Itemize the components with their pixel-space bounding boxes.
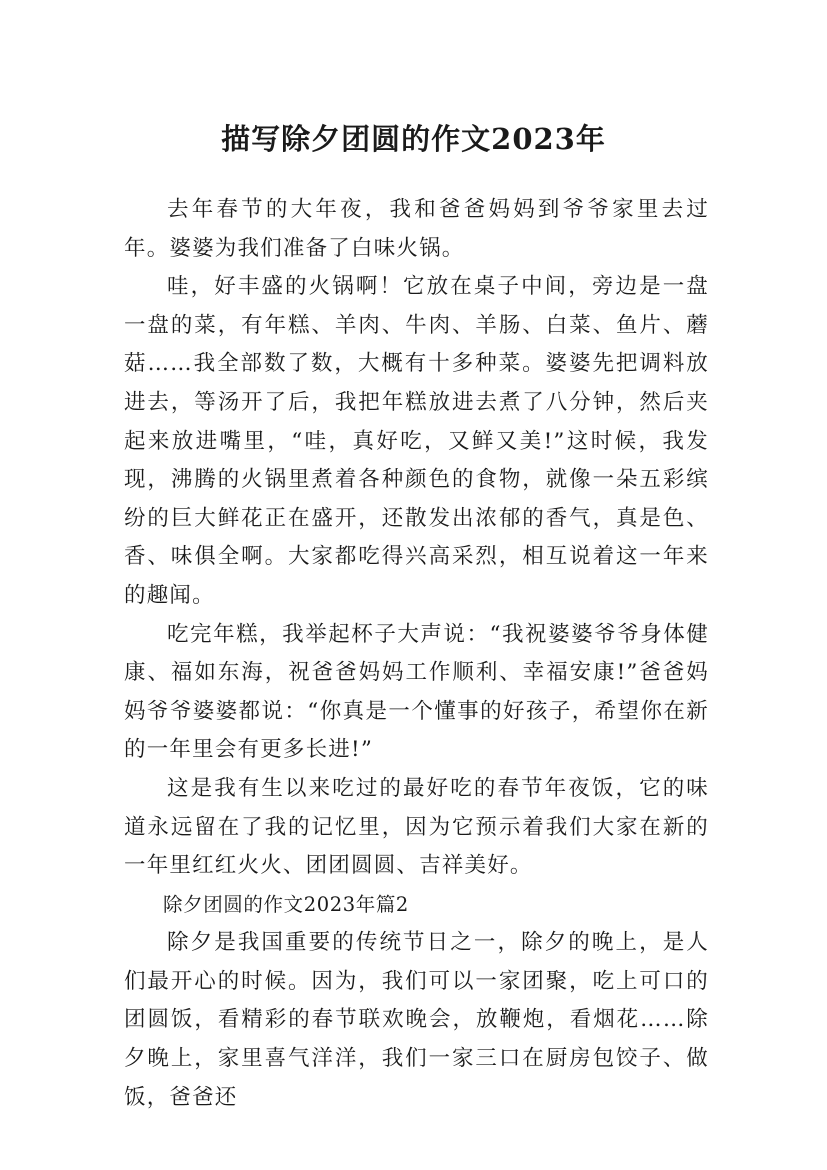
article-body (124, 191, 709, 1117)
paragraph-4: 这是我有生以来吃过的最好吃的春节年夜饭，它的味道永远留在了我的记忆里，因为它预示着我们大家在新的一年里红红火火、团团圆圆、吉祥美好。 (124, 775, 709, 879)
paragraph-5: 除夕是我国重要的传统节日之一，除夕的晚上，是人们最开心的时候。因为，我们可以一家团聚，吃上可口的团圆饭，看精彩的春节联欢晚会，放鞭炮，看烟花……除夕晚上，家里喜气洋洋，我们一家三口在厨房包饺子、做饭，爸爸还 (124, 930, 709, 1110)
section-heading: 除夕团圆的作文2023年篇2 (163, 892, 409, 916)
paragraph-2: 哇，好丰盛的火锅啊！它放在桌子中间，旁边是一盘一盘的菜，有年糕、羊肉、牛肉、羊肠、白菜、鱼片、蘑菇……我全部数了数，大概有十多种菜。婆婆先把调料放进去，等汤开了后，我把年糕放进去煮了八分钟，然后夹起来放进嘴里，“哇，真好吃，又鲜又美!”这时候，我发现，沸腾的火锅里煮着各种颜色的食物，就像一朵五彩缤纷的巨大鲜花正在盛开，还散发出浓郁的香气，真是色、香、味俱全啊。大家都吃得兴高采烈，相互说着这一年来的趣闻。 (124, 274, 709, 608)
page-title: 描写除夕团圆的作文2023年 (221, 122, 606, 157)
paragraph-1: 去年春节的大年夜，我和爸爸妈妈到爷爷家里去过年。婆婆为我们准备了白味火锅。 (124, 197, 709, 261)
paragraph-3: 吃完年糕，我举起杯子大声说：“我祝婆婆爷爷身体健康、福如东海，祝爸爸妈妈工作顺利、幸福安康!”爸爸妈妈爷爷婆婆都说：“你真是一个懂事的好孩子，希望你在新的一年里会有更多长进!” (124, 621, 709, 763)
